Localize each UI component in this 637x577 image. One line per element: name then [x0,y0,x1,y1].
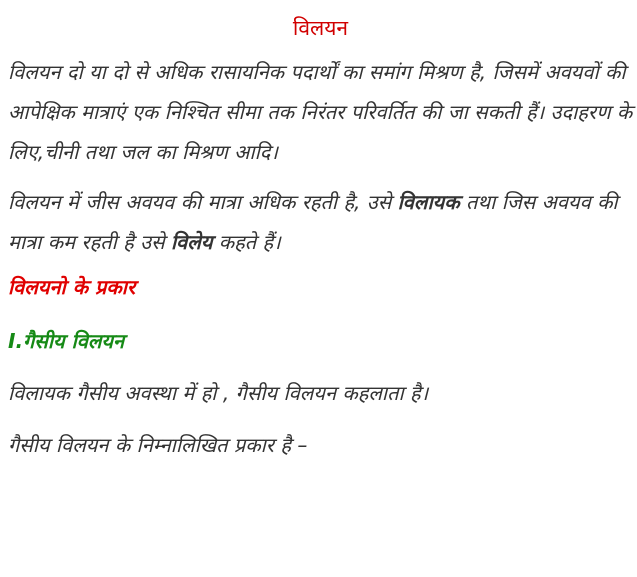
paragraph-text-part3: कहते हैं। [212,230,281,254]
solvent-solute-paragraph [8,182,633,262]
definition-paragraph: विलयन दो या दो से अधिक रासायनिक पदार्थों का समांग मिश्रण है, जिसमें अवयवों की आपेक्षिक मात्राएं एक निश्चित सीमा तक निरंतर परिवर्तित की जा सकती हैं। उदाहरण के लिए,चीनी तथा जल का मिश्रण आदि। [8,60,633,164]
gaseous-solution-heading: I.गैसीय विलयन [8,329,125,353]
gaseous-definition-line: विलायक गैसीय अवस्था में हो , गैसीय विलयन कहलाता है। [8,381,429,405]
page-title: विलयन [292,16,349,40]
gaseous-types-line: गैसीय विलयन के निम्नालिखित प्रकार है – [8,433,308,457]
solute-term: विलेय [170,230,213,254]
types-heading: विलयनो के प्रकार [8,275,136,299]
solvent-term: विलायक [397,190,460,214]
paragraph-text-part2: तथा जिस अवयव की मात्रा कम रहती है उसे [8,190,618,254]
paragraph-text-part1: विलयन में जीस अवयव की मात्रा अधिक रहती है, उसे [8,190,398,214]
